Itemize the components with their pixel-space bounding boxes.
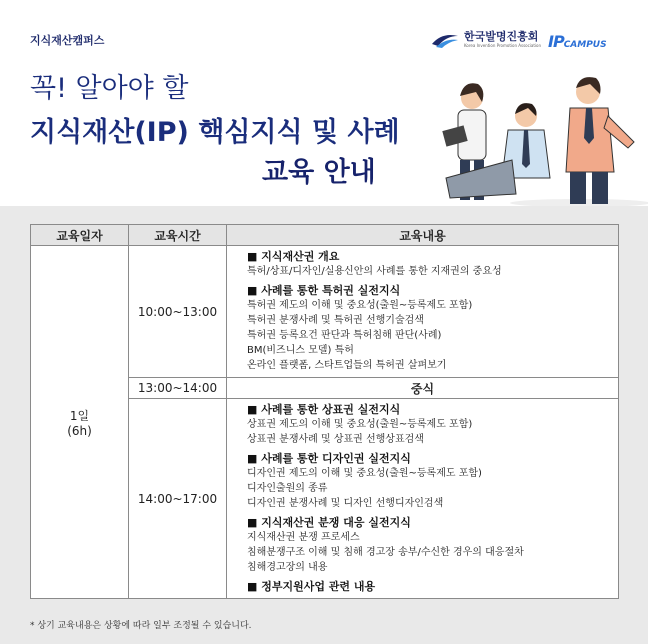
ip-logo-campus: CAMPUS — [563, 40, 607, 50]
list-item: 상표권 분쟁사례 및 상표권 선행상표검색 — [247, 434, 424, 445]
table-header-row — [31, 225, 619, 246]
kipa-name: 한국발명진흥회 — [464, 30, 539, 43]
header — [0, 0, 648, 208]
session1-content — [227, 246, 619, 378]
kipa-swoosh-icon — [430, 30, 460, 50]
schedule-table — [30, 224, 618, 599]
section-title: ■ 사례를 통한 특허권 실전지식 — [247, 284, 401, 297]
section-title: ■ 지식재산권 분쟁 대응 실전지식 — [247, 516, 411, 529]
campus-label: 지식재산캠퍼스 — [30, 34, 105, 47]
office-workers-illustration — [420, 68, 648, 208]
ip-logo-ip: IP — [548, 32, 564, 51]
ip-campus-logo — [548, 32, 607, 51]
date-hours: (6h) — [67, 423, 92, 438]
list-item: 상표권 제도의 이해 및 중요성(출원~등록제도 포함) — [247, 419, 473, 430]
list-item: 침해경고장의 내용 — [247, 562, 328, 573]
column-header-content: 교육내용 — [227, 225, 619, 246]
list-item: 특허권 제도의 이해 및 중요성(출원~등록제도 포함) — [247, 300, 473, 311]
footnote: * 상기 교육내용은 상황에 따라 일부 조정될 수 있습니다. — [30, 621, 252, 631]
section-title: ■ 지식재산권 개요 — [247, 250, 340, 263]
title-line-1: 꼭! 알아야 할 — [30, 73, 189, 104]
table-row-session1 — [31, 246, 619, 378]
lunch-label: 중식 — [227, 378, 619, 399]
date-days: 1일 — [69, 408, 90, 423]
title-line-3: 교육 안내 — [262, 157, 376, 188]
session2-time: 14:00~17:00 — [129, 399, 227, 599]
lunch-time: 13:00~14:00 — [129, 378, 227, 399]
list-item: 디자인권 분쟁사례 및 디자인 선행디자인검색 — [247, 498, 444, 509]
column-header-time: 교육시간 — [129, 225, 227, 246]
kipa-subtitle: Korea Invention Promotion Association — [464, 43, 542, 48]
list-item: 지식재산권 분쟁 프로세스 — [247, 532, 360, 543]
list-item: BM(비즈니스 모델) 특허 — [247, 345, 354, 356]
list-item: 특허권 분쟁사례 및 특허권 선행기술검색 — [247, 315, 424, 326]
section-title: ■ 정부지원사업 관련 내용 — [247, 580, 376, 593]
list-item: 특허권 등록요건 판단과 특허침해 판단(사례) — [247, 330, 442, 341]
session2-content — [227, 399, 619, 599]
list-item: 특허/상표/디자인/실용신안의 사례를 통한 지재권의 중요성 — [247, 266, 502, 277]
list-item: 디자인출원의 종류 — [247, 483, 328, 494]
section-title: ■ 사례를 통한 상표권 실전지식 — [247, 403, 401, 416]
date-cell — [31, 246, 129, 599]
list-item: 디자인권 제도의 이해 및 중요성(출원~등록제도 포함) — [247, 468, 482, 479]
kipa-logo — [430, 30, 541, 50]
column-header-date: 교육일자 — [31, 225, 129, 246]
section-title: ■ 사례를 통한 디자인권 실전지식 — [247, 452, 411, 465]
list-item: 온라인 플랫폼, 스타트업들의 특허권 살펴보기 — [247, 360, 447, 371]
title-line-2: 지식재산(IP) 핵심지식 및 사례 — [30, 117, 400, 148]
session1-time: 10:00~13:00 — [129, 246, 227, 378]
list-item: 침해분쟁구조 이해 및 침해 경고장 송부/수신한 경우의 대응절차 — [247, 547, 524, 558]
